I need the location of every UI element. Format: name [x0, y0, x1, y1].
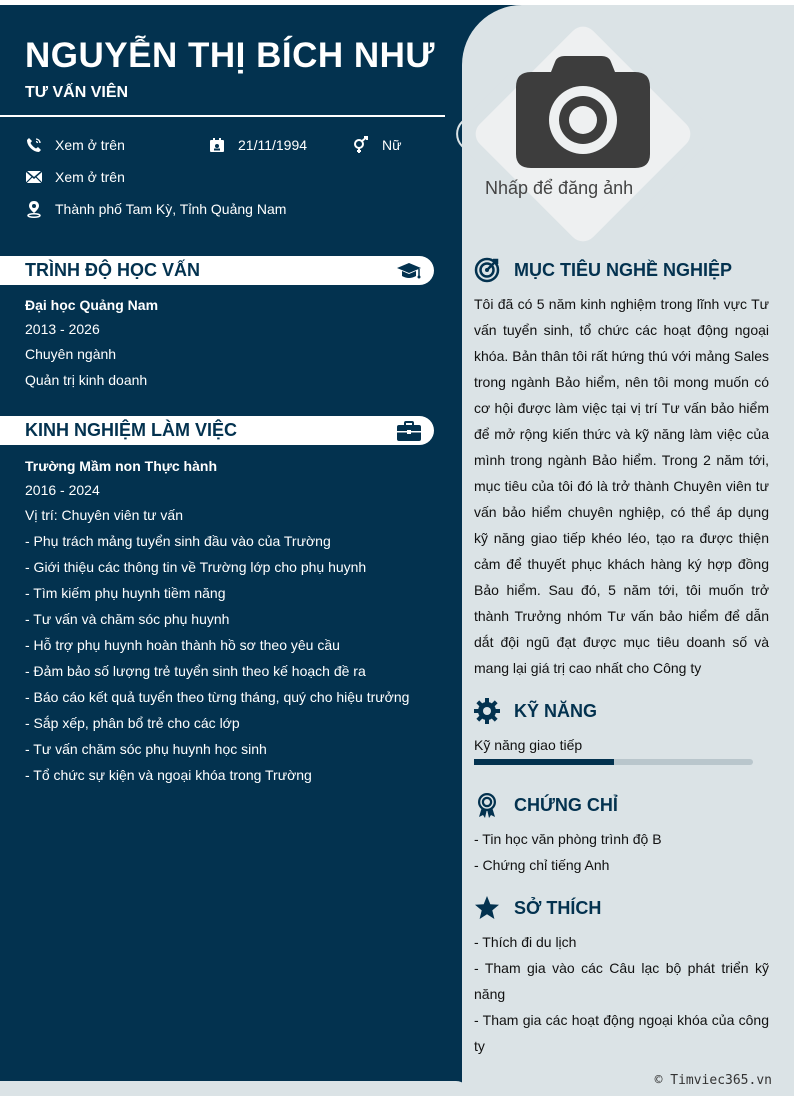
- address-value: Thành phố Tam Kỳ, Tỉnh Quảng Nam: [55, 201, 287, 217]
- skill-level-bar: [474, 759, 753, 765]
- experience-heading-bar: [0, 416, 434, 445]
- graduation-cap-icon: [396, 260, 422, 282]
- envelope-icon: [25, 168, 43, 186]
- briefcase-icon: [396, 420, 422, 442]
- candidate-name: NGUYỄN THỊ BÍCH NHƯ: [25, 36, 435, 75]
- hobby-item: - Tham gia các hoạt động ngoại khóa của công ty: [474, 1012, 769, 1054]
- duty-item: - Báo cáo kết quả tuyển theo từng tháng, quý cho hiệu trưởng: [25, 689, 410, 705]
- avatar-upload[interactable]: [463, 14, 703, 254]
- objective-heading-row: [474, 257, 732, 283]
- certificate-item: - Tin học văn phòng trình độ B: [474, 831, 662, 847]
- calendar-icon: [208, 136, 226, 154]
- education-heading-bar: [0, 256, 434, 285]
- education-school: Đại học Quảng Nam: [25, 297, 159, 313]
- bottom-strip: [0, 1081, 470, 1096]
- duty-item: - Hỗ trợ phụ huynh hoàn thành hồ sơ theo yêu cầu: [25, 637, 340, 653]
- certificates-heading-row: [474, 792, 618, 818]
- star-icon: [474, 895, 500, 921]
- objective-heading: MỤC TIÊU NGHỀ NGHIỆP: [514, 259, 733, 280]
- skills-heading-row: [474, 698, 597, 724]
- education-major: Quản trị kinh doanh: [25, 372, 148, 388]
- duty-item: - Giới thiệu các thông tin về Trường lớp cho phụ huynh: [25, 559, 367, 575]
- email-value: Xem ở trên: [55, 169, 125, 185]
- duty-item: - Phụ trách mảng tuyển sinh đầu vào của Trường: [25, 533, 331, 549]
- skill-name: Kỹ năng giao tiếp: [474, 737, 583, 753]
- duty-item: - Tìm kiếm phụ huynh tiềm năng: [25, 585, 226, 601]
- skills-heading: KỸ NĂNG: [514, 700, 598, 721]
- hobby-item: - Tham gia vào các Câu lạc bộ phát triển kỹ năng: [474, 960, 769, 1002]
- duty-item: - Sắp xếp, phân bổ trẻ cho các lớp: [25, 715, 240, 731]
- contact-email: [25, 168, 125, 186]
- target-icon: [474, 257, 500, 283]
- duty-item: - Tổ chức sự kiện và ngoại khóa trong Trường: [25, 767, 312, 783]
- duty-item: - Đảm bảo số lượng trẻ tuyển sinh theo kế hoạch đề ra: [25, 663, 366, 679]
- experience-period: 2016 - 2024: [25, 482, 100, 498]
- location-pin-icon: [25, 200, 43, 218]
- contact-phone: [25, 136, 125, 154]
- hobby-item: - Thích đi du lịch: [474, 934, 577, 950]
- avatar-caption: Nhấp để đăng ảnh: [485, 178, 634, 198]
- footer-credit: © Timviec365.vn: [654, 1073, 772, 1088]
- experience-company: Trường Mầm non Thực hành: [25, 458, 218, 474]
- experience-heading: KINH NGHIỆM LÀM VIỆC: [25, 420, 238, 440]
- phone-icon: [25, 136, 43, 154]
- contact-gender: [352, 136, 401, 154]
- camera-icon: [515, 54, 651, 170]
- education-heading: TRÌNH ĐỘ HỌC VẤN: [25, 260, 200, 280]
- hobbies-heading-row: [474, 895, 601, 921]
- birthday-value: 21/11/1994: [238, 137, 308, 153]
- experience-position: Vị trí: Chuyên viên tư vấn: [25, 507, 183, 523]
- gender-value: Nữ: [382, 137, 402, 153]
- gender-icon: [352, 136, 370, 154]
- hobbies-heading: SỞ THÍCH: [514, 897, 602, 918]
- header-divider: [0, 115, 445, 117]
- certificate-item: - Chứng chỉ tiếng Anh: [474, 857, 610, 873]
- objective-text: Tôi đã có 5 năm kinh nghiệm trong lĩnh vực Tư vấn tuyển sinh, tổ chức các hoạt động ngoại khóa. Bản thân tôi rất hứng thú với mảng Sales trong ngành Bảo hiểm, nên tôi mong muốn có cơ hội được làm việc tại vị trí Tư vấn bảo hiểm để mở rộng kiến thức và kỹ năng làm việc của mình trong ngành Bảo hiểm. Trong 2 năm tới, mục tiêu của tôi đó là trở thành Chuyên viên tư vấn bảo hiểm chuyên nghiệp, có thể áp dụng kỹ năng giao tiếp khéo léo, tạo ra được thiện cảm để thuyết phục khách hàng ký hợp đồng Bảo hiểm. Sau đó, 5 năm tới, tôi muốn trở thành Trưởng nhóm Tư vấn bảo hiểm để dẫn dắt đội ngũ đạt được mục tiêu doanh số và mang lại giá trị cao nhất cho Công ty: [474, 296, 769, 676]
- phone-value: Xem ở trên: [55, 137, 125, 153]
- duty-item: - Tư vấn chăm sóc phụ huynh học sinh: [25, 741, 267, 757]
- education-period: 2013 - 2026: [25, 321, 100, 337]
- contact-birthday: [208, 136, 307, 154]
- duty-item: - Tư vấn và chăm sóc phụ huynh: [25, 611, 230, 627]
- award-ribbon-icon: [474, 792, 500, 818]
- education-major-label: Chuyên ngành: [25, 346, 117, 362]
- gear-icon: [474, 698, 500, 724]
- contact-address: [25, 200, 286, 218]
- job-title: TƯ VẤN VIÊN: [25, 84, 129, 101]
- certificates-heading: CHỨNG CHỈ: [514, 794, 618, 815]
- skill-level-fill: [474, 759, 614, 765]
